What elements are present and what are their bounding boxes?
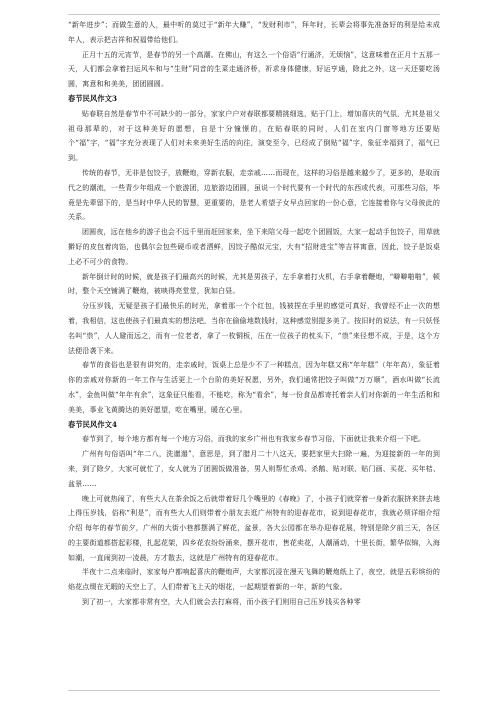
paragraph: 半夜十二点来临时，家家每户都响起喜庆的鞭炮声，大家都沉浸在漫天飞舞的鞭炮纸上了，夜空，就是五彩缤纷的焰花点缀在无暇的天空上了，人们带着飞上天的烟花，一起期望着新的一年，新的气象。 xyxy=(68,568,440,592)
paragraph: 春节到了，每个地方都有每一个地方习俗，而我的家乡广州也有我家乡春节习俗，下面就让我来介绍一下吧。 xyxy=(82,435,426,444)
paragraph: 春节的食俗也是很有讲究的，走亲戚时，饭桌上总是少不了一种糕点，因为年糕又称“年年糕”（年年高），象征着你的亲戚对你新的一年工作与生活更上一个台阶的美好祝愿，另外，我们通常把饺子叫做“万万顺”，酒水叫做“长流水”，金鱼叫做“年年有余”，这象征只能看，不能吃，称为“看余”，每一份食品都寄托着亲人们对你新的一年生活和和美美，事业飞黄腾达的美好愿望，吃在嘴里，暖在心里。 xyxy=(68,361,440,414)
paragraph: 贴春联自然是春节中不可缺少的一部分，家家户户对春联都要精挑细选，贴于门上，增加喜庆的气氛，尤其是祖父祖母那辈的，对于这种美好的愿想，自是十分憧憬的，在贴春联的同时，人们在室内门窗等地方还要贴个“福”字，“福”字充分表现了人们对未来美好生活的向往，演变至今，已经成了倒贴“福”字，象征幸福到了，福气已到。 xyxy=(68,109,440,163)
paragraph: 分压岁钱，无疑是孩子们最快乐的时光，拿着那一个个红包，钱被捏在手里的感觉可真好，我曾经不止一次的想着，我相信，这也使孩子们最真实的想法吧，当你在偷偷地数钱时，这种感觉别提多美了。按旧时的说法，有一只妖怪名叫“祟”，人人避而远之，而有一位老者，拿了一枚铜板，压在一位孩子的枕头下，“祟”来径想不成，于是，这个方法便沿袭下来。 xyxy=(68,302,440,355)
paragraph: 新年倒计时的时候，就是孩子们最高兴的时候，尤其是男孩子，左手拿着打火机，右手拿着鞭炮，“噼噼啪啪”，顿时，整个天空铺满了鞭炮，被映得亮堂堂，犹如白昼。 xyxy=(68,272,440,296)
paragraph: 团圆夜，远在他乡的游子也会不远千里而赶回家来，坐下来陪父母一起吃个团圆饭，大家一起动手包饺子，用草就擀好的皮包着肉馅，也偶尔会包些硬币或者洒鲜，因饺子酷似元宝，大有“招财进宝”等吉祥寓意，因此，饺子是饭桌上必不可少的食物。 xyxy=(68,228,440,266)
paragraph: 传统的春节，无非是包饺子，放鞭炮，穿新衣服，走亲戚……而现在，这样的习俗是越来越少了，更多的，是取而代之的潮流，一些青少年组成一个旅游团，边旅游边团圆，虽说一个时代要有一个时代的东西或代表，可那些习俗，毕竟是先辈留下的，是当时中华人民的智慧，更重要的，是老人希望子女早点回家的一份心意，它连接着你与父母彼此的关系。 xyxy=(68,168,440,222)
section-heading: 春节民风作文3 xyxy=(68,93,118,103)
paragraph: 广州有句俗语叫“年二八，洗邋遢”，意思是，到了腊月二十八这天，要把家里大扫除一遍，为迎接新的一年的到来，到了除夕，大家可就忙了，女人就为了团圆饭做准备，男人则帮忙杀鸡、杀鹅、贴对联、贴门画、买花、买年桔、盆景…… xyxy=(68,450,440,488)
page-border-top xyxy=(68,14,440,15)
paragraph: 晚上可就热闹了，有些大人在茶余饭之后就带着好几个嘴里的《春晚》了，小孩子们就穿着一身新衣服挤来挤去地上得压岁钱，俗称“利是”，而有些大人们则带着小朋友去逛广州特有的迎春花市，说到迎春花市，我就必须详细介绍介绍 每年的春节前夕，广州的大街小巷都摆满了鲜花，盆景，各大公园都在举办迎春花展，特别是除夕前三天，各区的主要街道都搭起彩楼，扎起花架，四乡花农纷纷涌来，摆开花市，售花卖花，人潮涌动，十里长街，繁华似锦，入海如潮，一直闹到初一凌晨，方才散去，这就是广州特有的迎春花市。 xyxy=(68,494,440,562)
page-border-bottom xyxy=(68,690,440,691)
paragraph: “新年进步”；而做生意的人，最中听的莫过于“新年大赚”，“发财利市”，拜年时，长辈会将事先准备好的利是给未成年人，表示把吉祥和祝福带给他们。 xyxy=(68,21,440,44)
paragraph: 到了初一，大家都非常有空，大人们就会去打麻将，而小孩子们则用自己压岁钱买各种零 xyxy=(82,598,361,607)
document-body xyxy=(68,18,440,610)
paragraph: 正月十五的元宵节，是春节的另一个高潮。在佛山，有这么一个俗语“行通济，无烦恼”，这意味着在正月十五那一天，人们都会拿着扫运风车和与“生财”同音的生菜走通济桥，祈求身体健康，好运亨通，除此之外，这一天还要吃汤圆，寓意和和美美，团团圆圆。 xyxy=(68,50,440,89)
section-heading: 春节民风作文4 xyxy=(68,419,118,429)
